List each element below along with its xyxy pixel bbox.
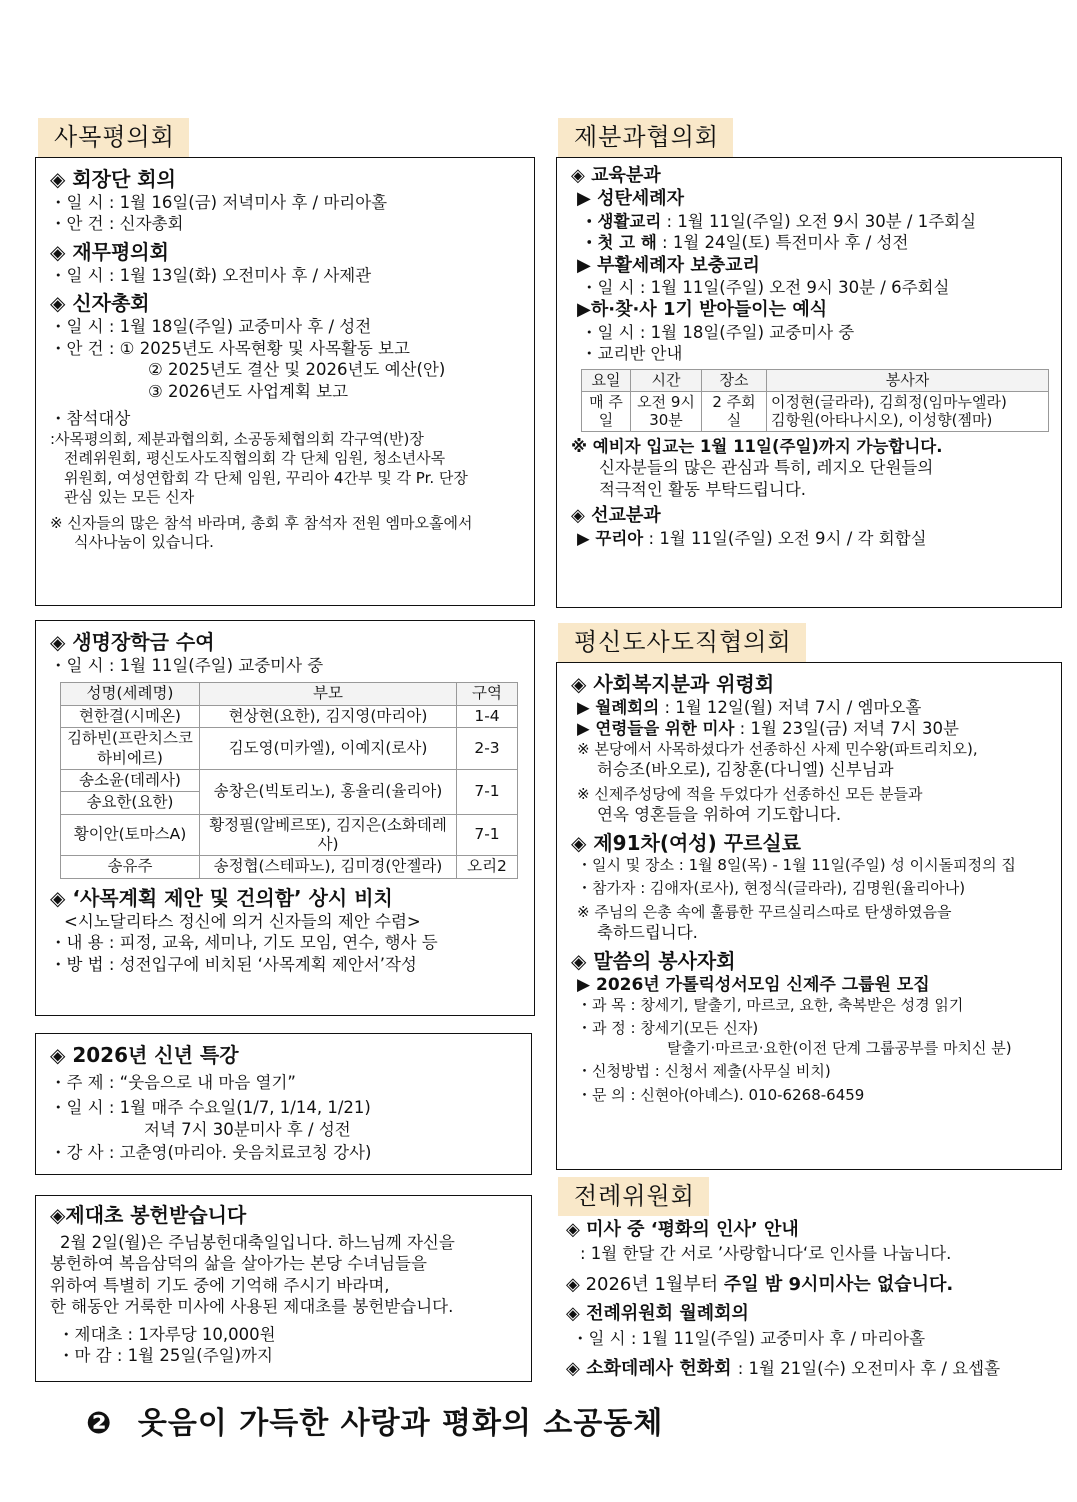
note-line: 허승조(바오로), 김창훈(다니엘) 신부님과 — [597, 760, 894, 780]
text-line: ・과 목 : 창세기, 탈출기, 마르코, 요한, 축복받은 성경 읽기 — [577, 995, 964, 1014]
text-line: ② 2025년도 결산 및 2026년도 예산(안) — [148, 360, 446, 380]
note-line: ※ 본당에서 사목하셨다가 선종하신 사제 민수왕(파트리치오), — [577, 739, 978, 758]
liturgy-committee-tag: 전례위원회 — [558, 1177, 709, 1216]
note-line: 신자분들의 많은 관심과 특히, 레지오 단원들의 — [599, 458, 934, 478]
text-line: ③ 2026년도 사업계획 보고 — [148, 381, 349, 401]
table-header: 부모 — [200, 683, 457, 705]
text-line: 관심 있는 모든 신자 — [64, 488, 195, 506]
slogan-text: 웃음이 가득한 사랑과 평화의 소공동체 — [137, 1406, 664, 1441]
note-line: ※ 신제주성당에 적을 두었다가 선종하신 모든 분들과 — [577, 784, 923, 803]
text-line: 한 해동안 거룩한 미사에 사용된 제대초를 봉헌받습니다. — [50, 1297, 454, 1317]
text-line: ・일 시 : 1월 11일(주일) 교중미사 중 — [50, 656, 324, 675]
text-line: ・과 정 : 창세기(모든 신자) — [577, 1019, 759, 1038]
note-line: 축하드립니다. — [597, 923, 698, 943]
section-title: ◈ 선교분과 — [571, 505, 661, 527]
text-line: ・안 건 : 신자총회 — [50, 214, 184, 234]
table-header: 구역 — [457, 683, 518, 705]
text-line: : 1월 24일(토) 특전미사 후 / 성전 — [656, 233, 909, 253]
text-line: : 1월 한달 간 서로 ’사랑합니다‘로 인사를 나눕니다. — [580, 1244, 952, 1264]
table-header: 시간 — [631, 369, 702, 391]
text-line: : 1월 11일(주일) 오전 9시 30분 / 1주회실 — [661, 211, 977, 231]
table-cell: 황정필(알베르또), 김지은(소화데레사) — [200, 814, 457, 856]
table-cell: 7-1 — [457, 814, 518, 856]
volunteer-line: 이정현(글라라), 김희정(임마누엘라) — [771, 392, 1007, 411]
catechism-table — [581, 369, 1049, 432]
text-line: 위하여 특별히 기도 중에 기억해 주시기 바라며, — [50, 1275, 390, 1295]
text-line: ・방 법 : 성전입구에 비치된 ‘사목계획 제안서’작성 — [50, 954, 417, 974]
scholarship-table — [60, 682, 518, 878]
table-cell: 2 주회실 — [702, 391, 767, 432]
table-cell: 7-1 — [457, 769, 518, 814]
note-line: 식사나눔이 있습니다. — [74, 533, 214, 551]
text-line: ・일 시 : 1월 11일(주일) 교중미사 후 / 마리아홀 — [572, 1328, 926, 1348]
text-line: ・참석대상 — [50, 409, 131, 429]
table-cell: 송창은(빅토리노), 홍율리(율리아) — [200, 769, 457, 814]
lay-apostolate-box — [556, 662, 1062, 1170]
section-title: ◈ 2026년 신년 특강 — [50, 1043, 239, 1067]
text-line: <시노달리타스 정신에 의거 신자들의 제안 수렴> — [64, 911, 421, 931]
text-line: : 1월 21일(수) 오전미사 후 / 요셉홀 — [737, 1359, 1001, 1379]
text-line: ・일 시 : 1월 18일(주일) 교중미사 중 — [581, 322, 855, 342]
note-line: ※ 신자들의 많은 참석 바라며, 총회 후 참석자 전원 엠마오홀에서 — [50, 513, 473, 532]
sub-title: ▶ 성탄세례자 — [577, 188, 685, 210]
text-line: ・신청방법 : 신청서 제출(사무실 비치) — [577, 1062, 831, 1081]
text-label: ▶ 꾸리아 — [577, 528, 644, 548]
text-line: 탈출기·마르코·요한(이전 단계 그룹공부를 마치신 분) — [667, 1038, 1012, 1057]
text-label: ▶ 월례회의 — [577, 698, 660, 717]
sub-title: ▶하·찾·사 1기 받아들이는 예식 — [577, 299, 828, 321]
section-title: ◈ 재무평의회 — [50, 239, 169, 264]
text-line: : 1월 11일(주일) 오전 9시 / 각 회합실 — [643, 528, 927, 548]
pastoral-council-tag: 사목평의회 — [38, 118, 189, 157]
table-cell: 2-3 — [457, 728, 518, 770]
committees-tag: 제분과협의회 — [558, 118, 733, 157]
table-cell: 송정협(스테파노), 김미경(안젤라) — [200, 856, 457, 878]
table-cell: 송유주 — [61, 856, 200, 878]
text-line: ・제대초 : 1자루당 10,000원 — [58, 1324, 276, 1344]
table-row — [582, 391, 1049, 432]
note-line: ※ 예비자 입교는 1월 11일(주일)까지 가능합니다. — [571, 437, 943, 456]
sub-title: ▶ 2026년 가톨릭성서모임 신제주 그룹원 모집 — [577, 974, 930, 995]
text-line: ・일 시 : 1월 16일(금) 저녁미사 후 / 마리아홀 — [50, 193, 388, 212]
table-cell: 현한결(시메온) — [61, 705, 200, 727]
table-row — [61, 814, 518, 856]
note-line: ※ 주님의 은총 속에 훌륭한 꾸르실리스따로 탄생하였음을 — [577, 902, 952, 921]
table-cell: 송요한(요한) — [61, 792, 200, 814]
text-line: ・마 감 : 1월 25일(주일)까지 — [58, 1346, 273, 1366]
table-row — [61, 728, 518, 770]
text-line: 전례위원회, 평신도사도직협의회 각 단체 임원, 청소년사목 — [64, 449, 446, 467]
text-line: ・일 시 : 1월 18일(주일) 교중미사 후 / 성전 — [50, 317, 372, 337]
text-line: ・일 시 : 1월 13일(화) 오전미사 후 / 사제관 — [50, 265, 372, 285]
table-cell: 1-4 — [457, 705, 518, 727]
text-line: ・일시 및 장소 : 1월 8일(목) - 1월 11일(주일) 성 이시돌피정의 집 — [577, 855, 1016, 874]
text-line: 저녁 7시 30분미사 후 / 성전 — [144, 1119, 351, 1139]
text-line: ◈ 2026년 1월부터 — [566, 1273, 724, 1295]
text-line: ・강 사 : 고춘영(마리아. 웃음치료코칭 강사) — [50, 1143, 372, 1163]
table-row — [61, 856, 518, 878]
text-label: ・첫 고 해 — [581, 233, 657, 253]
section-title: ◈ 미사 중 ‘평화의 인사’ 안내 — [566, 1219, 799, 1240]
section-title: ◈ 교육분과 — [571, 165, 661, 186]
text-line: ・일 시 : 1월 매주 수요일(1/7, 1/14, 1/21) — [50, 1098, 371, 1118]
table-cell: 현상현(요한), 김지영(마리아) — [200, 705, 457, 727]
section-title: ◈ 회장단 회의 — [50, 167, 176, 191]
text-line: ・주 제 : “웃음으로 내 마음 열기” — [50, 1073, 296, 1092]
page-number: ❷ — [86, 1406, 112, 1441]
text-line: 2월 2일(월)은 주님봉헌대축일입니다. 하느님께 자신을 — [60, 1233, 455, 1252]
new-year-lecture-box — [35, 1033, 532, 1175]
note-line: 적극적인 활동 부탁드립니다. — [599, 479, 807, 499]
text-label: ▶ 연령들을 위한 미사 — [577, 719, 735, 739]
table-cell: 오리2 — [457, 856, 518, 878]
text-line: ・일 시 : 1월 11일(주일) 오전 9시 30분 / 6주회실 — [581, 278, 950, 298]
text-line: : 1월 12일(월) 저녁 7시 / 엠마오홀 — [659, 698, 922, 717]
footer-slogan — [86, 1404, 663, 1443]
altar-candle-box — [35, 1195, 532, 1382]
scholarship-box — [35, 620, 535, 1016]
text-line: :사목평의회, 제분과협의회, 소공동체협의회 각구역(반)장 — [50, 429, 424, 448]
table-cell: 김하빈(프란치스코 하비에르) — [61, 728, 200, 770]
text-line: ・참가자 : 김애자(로사), 현정식(글라라), 김명원(율리아나) — [577, 879, 966, 898]
section-title: ◈ 생명장학금 수여 — [50, 630, 215, 654]
pastoral-council-box — [35, 157, 535, 606]
liturgy-section — [566, 1218, 1056, 1380]
text-line: ・안 건 : ① 2025년도 사목현황 및 사목활동 보고 — [50, 338, 410, 358]
text-label: ・생활교리 — [581, 211, 662, 231]
table-cell: 오전 9시 30분 — [631, 391, 702, 432]
table-cell: 황이안(토마스A) — [61, 814, 200, 856]
table-cell — [767, 391, 1049, 432]
table-header: 요일 — [582, 369, 631, 391]
table-header: 성명(세례명) — [61, 683, 200, 705]
table-cell: 송소윤(데레사) — [61, 769, 200, 791]
table-header: 장소 — [702, 369, 767, 391]
section-title: ◈ ‘사목계획 제안 및 건의함’ 상시 비치 — [50, 885, 393, 910]
table-row — [61, 705, 518, 727]
section-title: ◈제대초 봉헌받습니다 — [50, 1203, 247, 1227]
volunteer-line: 김항원(아타나시오), 이성향(젬마) — [771, 411, 993, 430]
section-title: ◈ 제91차(여성) 꾸르실료 — [571, 830, 801, 855]
text-label: 주일 밤 9시미사는 없습니다. — [723, 1273, 954, 1295]
table-header: 봉사자 — [767, 369, 1049, 391]
section-title: ◈ 말씀의 봉사자회 — [571, 948, 736, 973]
text-line: 위원회, 여성연합회 각 단체 임원, 꾸리아 4간부 및 각 Pr. 단장 — [64, 468, 468, 487]
sub-title: ▶ 부활세례자 보충교리 — [577, 254, 760, 276]
text-line: ・교리반 안내 — [581, 344, 683, 364]
section-title: ◈ 사회복지분과 위령회 — [571, 672, 775, 696]
committees-box — [556, 157, 1062, 608]
text-label: ◈ 소화데레사 헌화회 — [566, 1358, 738, 1380]
text-line: : 1월 23일(금) 저녁 7시 30분 — [734, 719, 959, 739]
text-line: ・문 의 : 신현아(아녜스). 010-6268-6459 — [577, 1085, 865, 1104]
table-cell: 김도영(미카엘), 이예지(로사) — [200, 728, 457, 770]
table-cell: 매 주일 — [582, 391, 631, 432]
note-line: 연옥 영혼들을 위하여 기도합니다. — [597, 805, 842, 825]
text-line: ・내 용 : 피정, 교육, 세미나, 기도 모임, 연수, 행사 등 — [50, 933, 438, 953]
table-row — [61, 769, 518, 791]
text-line: 봉헌하여 복음삼덕의 삶을 살아가는 본당 수녀님들을 — [50, 1254, 427, 1274]
section-title: ◈ 전례위원회 월례회의 — [566, 1303, 749, 1325]
section-title: ◈ 신자총회 — [50, 291, 150, 316]
lay-apostolate-tag: 평신도사도직협의회 — [558, 623, 806, 662]
